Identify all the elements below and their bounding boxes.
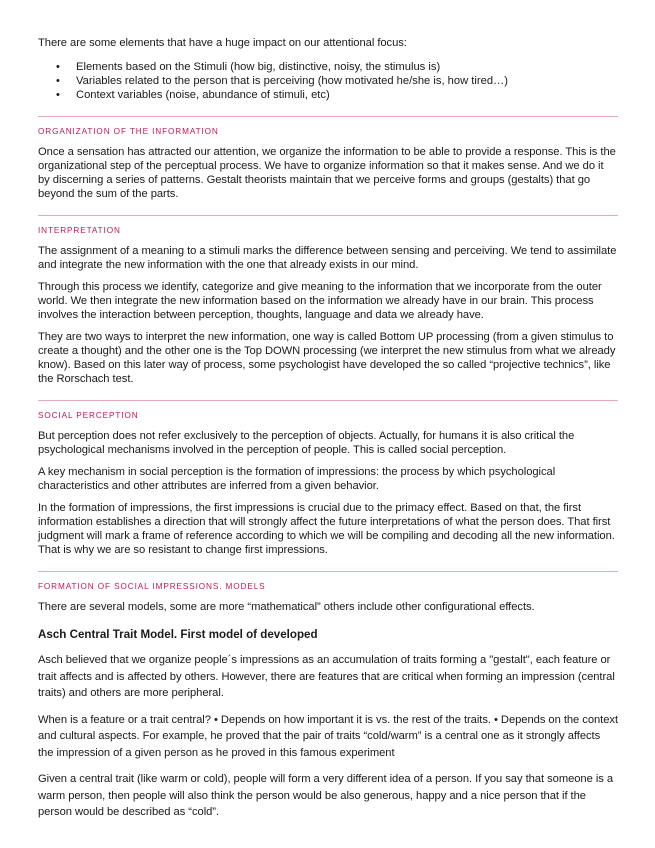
paragraph: In the formation of impressions, the first impressions is crucial due to the primacy effect. Based on that, the first information establishes a direction that will strongly affect the future interpretations of what the person does. That first judgment will mark a frame of reference according to which we will be compiling and decoding all the new information. That is why we are so resistant to change first impressions. (38, 502, 615, 556)
paragraph: Asch believed that we organize people´s impressions as an accumulation of traits forming a "gestalt", each feature or trait affects and is affected by others. However, there are features that are critical when forming an impression (central traits) and others are more peripheral. (38, 654, 615, 699)
paragraph: When is a feature or a trait central? • Depends on how important it is vs. the rest of the traits. • Depends on the context and cultural aspects. For example, he proved that the pair of traits “cold/warm” is a central one as it strongly affects the impression of a given person as he proved in this famous experiment (38, 713, 619, 759)
section-impression-models (38, 571, 618, 614)
section-heading (38, 400, 618, 423)
section-heading (38, 215, 618, 238)
paragraph: Once a sensation has attracted our attention, we organize the information to be able to provide a response. This is the organizational step of the perceptual process. We have to organize information so that it makes sense. And we do it by discerning a series of patterns. Gestalt theorists maintain that we perceive forms and groups (gestalts) that go beyond the sum of the parts. (38, 146, 616, 200)
intro-text: There are some elements that have a huge impact on our attentional focus: (38, 37, 407, 49)
section-heading (38, 116, 618, 139)
paragraph: But perception does not refer exclusively to the perception of objects. Actually, for humans it is also critical the psychological mechanisms involved in the perception of people. This is called social perception. (38, 430, 575, 456)
section-organization (38, 116, 618, 201)
paragraph: There are several models, some are more “mathematical” others include other configurational effects. (38, 601, 535, 613)
section-heading-text: INTERPRETATION (38, 226, 121, 235)
list-item: • Variables related to the person that is perceiving (how motivated he/she is, how tired…) (38, 74, 618, 88)
attention-factors-list (38, 60, 618, 102)
paragraph: A key mechanism in social perception is the formation of impressions: the process by which psychological characteristics and other attributes are inferred from a given behavior. (38, 466, 556, 492)
section-social-perception (38, 400, 618, 557)
paragraph: The assignment of a meaning to a stimuli marks the difference between sensing and perceiving. We tend to assimilate and integrate the new information with the one that already exists in our mind. (38, 245, 617, 271)
list-item: • Context variables (noise, abundance of stimuli, etc) (38, 88, 618, 102)
section-heading-text: SOCIAL PERCEPTION (38, 411, 139, 420)
list-item: • Elements based on the Stimuli (how big, distinctive, noisy, the stimulus is) (38, 60, 618, 74)
document-page (38, 36, 618, 831)
paragraph: They are two ways to interpret the new information, one way is called Bottom UP processing (from a given stimulus to create a thought) and the other one is the Top DOWN processing (we interpret the new stimulus from what we already know). Based on this later way of process, some psychologist have developed the so called “projective technics”, like the Rorschach test. (38, 331, 616, 385)
section-heading (38, 571, 618, 594)
section-interpretation (38, 215, 618, 386)
paragraph: Through this process we identify, categorize and give meaning to the information that we incorporate from the outer world. We then integrate the new information based on the information we already have in our brain. This process involves the interaction between perception, thoughts, language and data we already have. (38, 281, 602, 321)
paragraph: Given a central trait (like warm or cold), people will form a very different idea of a person. If you say that someone is a warm person, then people will also think the person would be also generous, happy and a nice person that if the person would be described as “cold”. (38, 773, 614, 818)
section-heading-text: FORMATION OF SOCIAL IMPRESSIONS. MODELS (38, 582, 266, 591)
asch-model-heading: Asch Central Trait Model. First model of developed (38, 628, 318, 641)
section-heading-text: ORGANIZATION OF THE INFORMATION (38, 127, 219, 136)
